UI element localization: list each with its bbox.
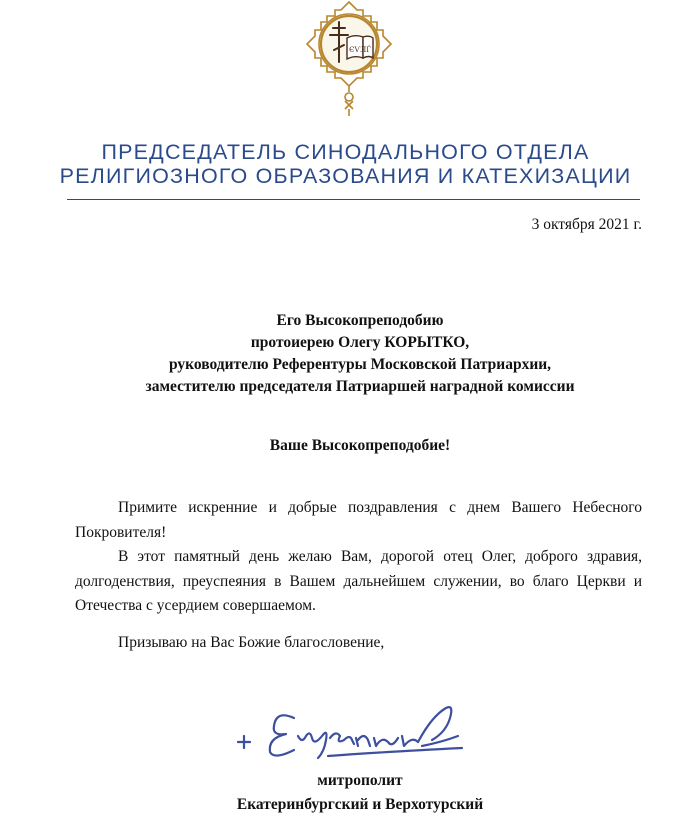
- body-paragraph-2: В этот памятный день желаю Вам, дорогой отец Олег, доброго здравия, долгоденствия, преуспеяния в Вашем дальнейшем служении, во благо Церкви и Отечества с усердием совершаемом.: [75, 548, 642, 614]
- handwritten-signature: [232, 696, 472, 762]
- body-paragraph-1: Примите искренние и добрые поздравления с днем Вашего Небесного Покровителя!: [75, 499, 642, 541]
- emblem-book-text: ЄѴЛЃ: [349, 46, 371, 54]
- signatory-see: Екатеринбургский и Верхотурский: [236, 796, 484, 813]
- letter-date: 3 октября 2021 г.: [531, 216, 642, 233]
- signatory-title: митрополит: [317, 772, 403, 789]
- addressee-line-1: Его Высокопреподобию: [276, 312, 444, 329]
- letterhead-line-2: РЕЛИГИОЗНОГО ОБРАЗОВАНИЯ И КАТЕХИЗАЦИИ: [59, 164, 632, 188]
- salutation: Ваше Высокопреподобие!: [269, 437, 451, 454]
- letter-body: [75, 496, 642, 619]
- addressee-line-4: заместителю председателя Патриаршей наградной комиссии: [145, 378, 575, 395]
- addressee-line-3: руководителю Референтуры Московской Патриархии,: [168, 356, 552, 373]
- blessing-line: Призываю на Вас Божие благословение,: [118, 634, 385, 651]
- addressee-line-2: протоиерею Олегу КОРЫТКО,: [250, 334, 470, 351]
- letterhead-divider: [67, 199, 640, 200]
- letterhead-line-1: ПРЕДСЕДАТЕЛЬ СИНОДАЛЬНОГО ОТДЕЛА: [101, 140, 590, 164]
- cross-and-book-emblem-icon: [305, 0, 393, 118]
